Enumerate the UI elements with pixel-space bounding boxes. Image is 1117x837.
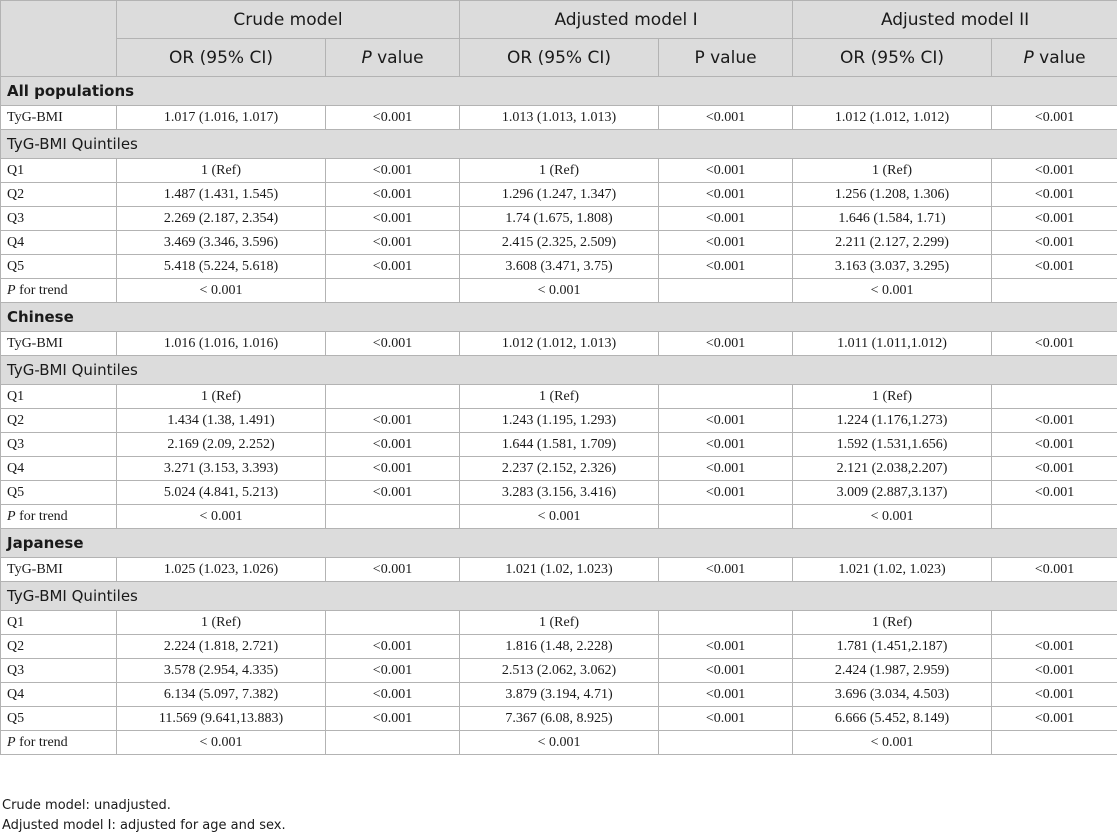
tyg-bmi-row [1,106,1117,130]
header-or-ci: OR (95% CI) [117,39,326,77]
p-value-cell [659,385,793,409]
header-p-value: P value [992,39,1117,77]
empty-cell [659,279,793,303]
or-ci-cell: 1.021 (1.02, 1.023) [793,558,992,582]
p-for-trend-row [1,731,1117,755]
p-value-cell: <0.001 [992,433,1117,457]
or-ci-cell: 1.592 (1.531,1.656) [793,433,992,457]
quintile-row [1,433,1117,457]
row-label: Q3 [1,433,117,457]
quintile-row [1,635,1117,659]
or-ci-cell: 1.256 (1.208, 1.306) [793,183,992,207]
or-ci-cell: 2.211 (2.127, 2.299) [793,231,992,255]
or-ci-cell: 5.418 (5.224, 5.618) [117,255,326,279]
or-ci-cell: 6.666 (5.452, 8.149) [793,707,992,731]
quintiles-title: TyG-BMI Quintiles [1,356,1117,385]
row-label: Q5 [1,707,117,731]
trend-value-cell: < 0.001 [460,731,659,755]
p-value-cell: <0.001 [326,457,460,481]
header-row-stats [1,39,1117,77]
quintile-row [1,457,1117,481]
trend-value-cell: < 0.001 [793,279,992,303]
p-value-cell: <0.001 [992,635,1117,659]
p-for-trend-label: P for trend [1,505,117,529]
section-title: Japanese [1,529,1117,558]
header-adjusted-model-2: Adjusted model II [793,1,1117,39]
row-label: Q4 [1,683,117,707]
or-ci-cell: 3.696 (3.034, 4.503) [793,683,992,707]
p-value-cell: <0.001 [659,159,793,183]
header-or-ci: OR (95% CI) [793,39,992,77]
p-value-cell: <0.001 [326,659,460,683]
quintile-row [1,255,1117,279]
or-ci-cell: 1.021 (1.02, 1.023) [460,558,659,582]
or-ci-cell: 1.644 (1.581, 1.709) [460,433,659,457]
header-p-value: P value [659,39,793,77]
or-ci-cell: 1.016 (1.016, 1.016) [117,332,326,356]
p-value-cell: <0.001 [659,409,793,433]
trend-value-cell: < 0.001 [793,505,992,529]
or-ci-cell: 1 (Ref) [793,385,992,409]
p-value-cell: <0.001 [326,207,460,231]
p-value-cell [659,611,793,635]
or-ci-cell: 3.469 (3.346, 3.596) [117,231,326,255]
p-value-cell: <0.001 [992,481,1117,505]
p-for-trend-label: P for trend [1,279,117,303]
row-label: Q4 [1,231,117,255]
or-ci-cell: 3.578 (2.954, 4.335) [117,659,326,683]
or-ci-cell: 3.608 (3.471, 3.75) [460,255,659,279]
p-value-cell: <0.001 [326,683,460,707]
or-ci-cell: 5.024 (4.841, 5.213) [117,481,326,505]
or-ci-cell: 1.012 (1.012, 1.013) [460,332,659,356]
or-ci-cell: 1.296 (1.247, 1.347) [460,183,659,207]
note-crude: Crude model: unadjusted. [2,798,171,813]
p-value-cell: <0.001 [992,409,1117,433]
row-label: Q4 [1,457,117,481]
or-ci-cell: 1 (Ref) [117,611,326,635]
trend-value-cell: < 0.001 [117,279,326,303]
or-ci-cell: 1.816 (1.48, 2.228) [460,635,659,659]
header-crude-model: Crude model [117,1,460,39]
p-value-cell: <0.001 [326,707,460,731]
p-value-cell: <0.001 [326,183,460,207]
p-value-cell: <0.001 [992,558,1117,582]
empty-cell [992,731,1117,755]
p-value-cell: <0.001 [992,707,1117,731]
or-ci-cell: 1 (Ref) [460,385,659,409]
p-value-cell: <0.001 [326,255,460,279]
or-ci-cell: 2.224 (1.818, 2.721) [117,635,326,659]
row-label: Q5 [1,481,117,505]
quintile-row [1,231,1117,255]
row-label: TyG-BMI [1,558,117,582]
quintile-row [1,207,1117,231]
row-label: TyG-BMI [1,332,117,356]
header-p-value: P value [326,39,460,77]
trend-value-cell: < 0.001 [460,505,659,529]
or-ci-cell: 1 (Ref) [460,159,659,183]
or-ci-cell: 1 (Ref) [460,611,659,635]
p-value-cell: <0.001 [326,106,460,130]
or-ci-cell: 11.569 (9.641,13.883) [117,707,326,731]
note-adjusted-1: Adjusted model I: adjusted for age and sex. [2,818,286,833]
or-ci-cell: 2.269 (2.187, 2.354) [117,207,326,231]
or-ci-cell: 1 (Ref) [793,611,992,635]
or-ci-cell: 2.415 (2.325, 2.509) [460,231,659,255]
quintile-row [1,707,1117,731]
p-value-cell: <0.001 [326,558,460,582]
row-label: Q5 [1,255,117,279]
or-ci-cell: 1.012 (1.012, 1.012) [793,106,992,130]
or-ci-cell: 2.513 (2.062, 3.062) [460,659,659,683]
p-value-cell: <0.001 [992,255,1117,279]
or-ci-cell: 7.367 (6.08, 8.925) [460,707,659,731]
section-header-row [1,303,1117,332]
tyg-bmi-row [1,558,1117,582]
trend-value-cell: < 0.001 [460,279,659,303]
p-value-cell [992,385,1117,409]
quintile-row [1,481,1117,505]
p-value-cell: <0.001 [659,635,793,659]
quintile-row [1,659,1117,683]
p-value-cell: <0.001 [992,183,1117,207]
or-ci-cell: 3.283 (3.156, 3.416) [460,481,659,505]
p-value-cell: <0.001 [659,457,793,481]
p-value-cell: <0.001 [992,659,1117,683]
empty-cell [326,731,460,755]
p-value-cell: <0.001 [659,481,793,505]
quintiles-title: TyG-BMI Quintiles [1,130,1117,159]
p-value-cell: <0.001 [992,207,1117,231]
section-header-row [1,77,1117,106]
or-ci-cell: 1 (Ref) [793,159,992,183]
p-for-trend-row [1,279,1117,303]
row-label: TyG-BMI [1,106,117,130]
quintiles-title: TyG-BMI Quintiles [1,582,1117,611]
p-value-cell: <0.001 [326,635,460,659]
p-value-cell: <0.001 [992,683,1117,707]
or-ci-cell: 1.434 (1.38, 1.491) [117,409,326,433]
empty-cell [659,731,793,755]
quintile-row [1,611,1117,635]
p-value-cell: <0.001 [326,231,460,255]
header-row-models [1,1,1117,39]
quintile-row [1,409,1117,433]
or-ci-cell: 1.781 (1.451,2.187) [793,635,992,659]
quintile-row [1,385,1117,409]
p-value-cell [992,611,1117,635]
row-label: Q1 [1,385,117,409]
p-for-trend-label: P for trend [1,731,117,755]
trend-value-cell: < 0.001 [793,731,992,755]
empty-cell [326,505,460,529]
row-label: Q3 [1,659,117,683]
empty-cell [992,279,1117,303]
empty-cell [326,279,460,303]
p-value-cell: <0.001 [992,159,1117,183]
or-ci-cell: 2.424 (1.987, 2.959) [793,659,992,683]
row-label: Q1 [1,159,117,183]
p-value-cell: <0.001 [659,558,793,582]
section-title: All populations [1,77,1117,106]
p-value-cell: <0.001 [326,159,460,183]
quintile-row [1,683,1117,707]
p-value-cell: <0.001 [992,106,1117,130]
or-ci-cell: 3.271 (3.153, 3.393) [117,457,326,481]
quintiles-header-row [1,356,1117,385]
quintile-row [1,183,1117,207]
row-label: Q2 [1,183,117,207]
p-value-cell: <0.001 [659,255,793,279]
row-label: Q2 [1,635,117,659]
or-ci-cell: 1.013 (1.013, 1.013) [460,106,659,130]
p-value-cell [326,611,460,635]
p-value-cell [326,385,460,409]
row-label: Q2 [1,409,117,433]
or-ci-cell: 1.017 (1.016, 1.017) [117,106,326,130]
trend-value-cell: < 0.001 [117,505,326,529]
quintiles-header-row [1,582,1117,611]
or-ci-cell: 1.243 (1.195, 1.293) [460,409,659,433]
or-ci-cell: 2.237 (2.152, 2.326) [460,457,659,481]
row-label: Q1 [1,611,117,635]
header-adjusted-model-1: Adjusted model I [460,1,793,39]
or-ci-cell: 1.487 (1.431, 1.545) [117,183,326,207]
p-value-cell: <0.001 [992,457,1117,481]
or-ci-cell: 1 (Ref) [117,159,326,183]
or-ci-cell: 1.646 (1.584, 1.71) [793,207,992,231]
p-value-cell: <0.001 [659,683,793,707]
or-ci-cell: 6.134 (5.097, 7.382) [117,683,326,707]
table-notes [2,796,286,836]
header-or-ci: OR (95% CI) [460,39,659,77]
or-ci-cell: 1.011 (1.011,1.012) [793,332,992,356]
section-header-row [1,529,1117,558]
or-ci-cell: 1 (Ref) [117,385,326,409]
p-value-cell: <0.001 [659,433,793,457]
quintile-row [1,159,1117,183]
p-value-cell: <0.001 [659,332,793,356]
empty-cell [659,505,793,529]
p-value-cell: <0.001 [992,231,1117,255]
or-ci-cell: 2.121 (2.038,2.207) [793,457,992,481]
quintiles-header-row [1,130,1117,159]
tyg-bmi-row [1,332,1117,356]
or-ci-cell: 3.009 (2.887,3.137) [793,481,992,505]
p-value-cell: <0.001 [659,106,793,130]
or-ci-cell: 3.163 (3.037, 3.295) [793,255,992,279]
p-for-trend-row [1,505,1117,529]
p-value-cell: <0.001 [992,332,1117,356]
row-label: Q3 [1,207,117,231]
p-value-cell: <0.001 [659,207,793,231]
p-value-cell: <0.001 [659,659,793,683]
or-ci-cell: 1.74 (1.675, 1.808) [460,207,659,231]
p-value-cell: <0.001 [326,433,460,457]
trend-value-cell: < 0.001 [117,731,326,755]
or-ci-cell: 3.879 (3.194, 4.71) [460,683,659,707]
p-value-cell: <0.001 [326,332,460,356]
p-value-cell: <0.001 [659,183,793,207]
section-title: Chinese [1,303,1117,332]
p-value-cell: <0.001 [659,707,793,731]
or-ci-cell: 1.025 (1.023, 1.026) [117,558,326,582]
or-ci-cell: 2.169 (2.09, 2.252) [117,433,326,457]
p-value-cell: <0.001 [326,481,460,505]
corner-cell [1,1,117,77]
p-value-cell: <0.001 [326,409,460,433]
p-value-cell: <0.001 [659,231,793,255]
or-ci-cell: 1.224 (1.176,1.273) [793,409,992,433]
empty-cell [992,505,1117,529]
